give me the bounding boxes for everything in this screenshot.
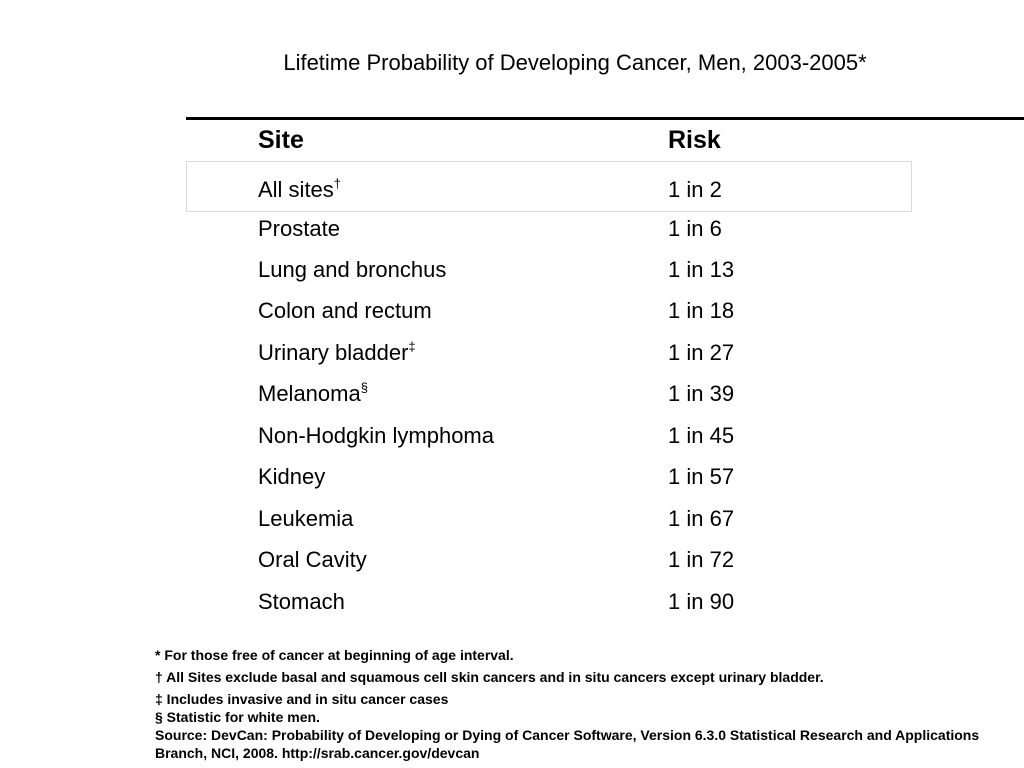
cell-risk: 1 in 39 bbox=[668, 381, 735, 406]
cell-site-text: Melanoma bbox=[258, 381, 361, 406]
cell-site bbox=[258, 337, 416, 369]
table-row bbox=[0, 254, 1024, 286]
cell-risk: 1 in 67 bbox=[668, 506, 735, 531]
cell-site bbox=[258, 586, 345, 618]
footnote-source: Source: DevCan: Probability of Developing or Dying of Cancer Software, Version 6.3.0 Statistical Research and Applications Branch, NCI, 2008. http://srab.cancer.gov/devcan bbox=[155, 727, 980, 761]
footnote-double-dagger: ‡ Includes invasive and in situ cancer cases bbox=[155, 691, 449, 707]
cell-site bbox=[258, 461, 325, 493]
cell-site bbox=[258, 174, 341, 206]
cell-site bbox=[258, 213, 340, 245]
footnotes bbox=[155, 646, 995, 762]
cell-risk: 1 in 18 bbox=[668, 298, 735, 323]
footnote-mark: § bbox=[360, 380, 368, 395]
table-row bbox=[0, 378, 1024, 410]
cell-site-text: All sites bbox=[258, 177, 334, 202]
table-header bbox=[0, 126, 1024, 160]
cell-risk: 1 in 57 bbox=[668, 464, 735, 489]
cell-risk: 1 in 27 bbox=[668, 340, 735, 365]
cell-site bbox=[258, 295, 432, 327]
table-row bbox=[0, 337, 1024, 369]
cell-risk: 1 in 6 bbox=[668, 216, 722, 241]
table-row bbox=[0, 420, 1024, 452]
header-divider bbox=[186, 117, 1024, 120]
cell-site bbox=[258, 378, 368, 410]
table-row bbox=[0, 503, 1024, 535]
cell-risk: 1 in 45 bbox=[668, 423, 735, 448]
footnote-mark: † bbox=[333, 176, 342, 191]
cell-site-text: Leukemia bbox=[258, 506, 354, 531]
table-row bbox=[0, 461, 1024, 493]
column-header-site: Site bbox=[258, 126, 304, 154]
cell-risk: 1 in 2 bbox=[668, 177, 722, 202]
cell-site-text: Lung and bronchus bbox=[258, 257, 447, 282]
footnote-mark: ‡ bbox=[408, 339, 416, 354]
cell-site bbox=[258, 420, 494, 452]
table-row bbox=[0, 544, 1024, 576]
footnote-asterisk: * For those free of cancer at beginning of age interval. bbox=[155, 647, 514, 663]
column-header-risk: Risk bbox=[668, 126, 721, 154]
cell-site bbox=[258, 544, 367, 576]
cell-site-text: Urinary bladder bbox=[258, 340, 409, 365]
cell-risk: 1 in 72 bbox=[668, 547, 735, 572]
cell-site-text: Kidney bbox=[258, 464, 326, 489]
cell-site bbox=[258, 254, 446, 286]
table-row bbox=[0, 213, 1024, 245]
table-row bbox=[0, 174, 1024, 206]
cell-risk: 1 in 90 bbox=[668, 589, 735, 614]
table-row bbox=[0, 295, 1024, 327]
page-title: Lifetime Probability of Developing Cancer, Men, 2003-2005* bbox=[283, 50, 867, 75]
footnote-dagger: † All Sites exclude basal and squamous cell skin cancers and in situ cancers except urinary bladder. bbox=[155, 669, 824, 685]
cell-site-text: Non-Hodgkin lymphoma bbox=[258, 423, 494, 448]
cell-site-text: Oral Cavity bbox=[258, 547, 367, 572]
footnote-section: § Statistic for white men. bbox=[155, 709, 320, 725]
cell-site-text: Stomach bbox=[258, 589, 345, 614]
cell-site-text: Colon and rectum bbox=[258, 298, 432, 323]
cell-risk: 1 in 13 bbox=[668, 257, 735, 282]
table-row bbox=[0, 586, 1024, 618]
cell-site-text: Prostate bbox=[258, 216, 340, 241]
cell-site bbox=[258, 503, 353, 535]
